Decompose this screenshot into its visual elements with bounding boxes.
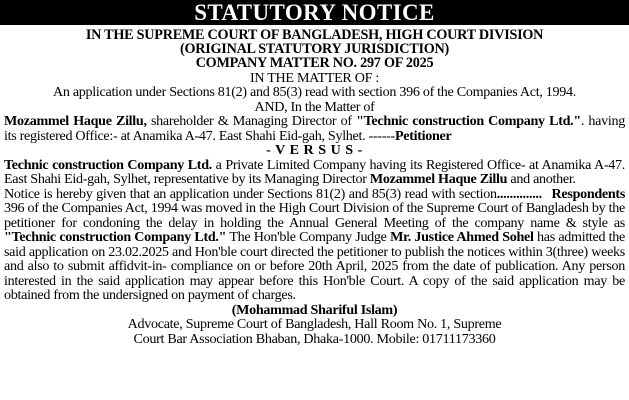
notice-judge: Mr. Justice Ahmed Sohel [390, 229, 534, 246]
notice-text-3: has admitted the said application on 23.02.2025 and Hon'ble court directed the petitioner to publish the notices within 3(three) weeks and also to submit affidvit-in- compliance on or before 20th April, 2025 from the date of publication. Any person interested in the said application may appear before this Hon'ble Court. A copy of the said application may be obtained from the undersigned on payment of charges. [4, 229, 625, 304]
notice-company: "Technic construction Company Ltd." [4, 229, 227, 246]
signature-line-1: Advocate, Supreme Court of Bangladesh, Hall Room No. 1, Supreme [127, 316, 502, 333]
court-name: IN THE SUPREME COURT OF BANGLADESH, HIGH COURT DIVISION [85, 27, 544, 43]
petitioner-company: "Technic construction Company Ltd." [356, 113, 581, 130]
petitioner-role: shareholder & Managing Director of [146, 113, 357, 130]
respondent-rest: and another. [507, 171, 576, 188]
respondent-company: Technic construction Company Ltd. [4, 156, 212, 173]
notice-text-2: The Hon'ble Company Judge [226, 229, 391, 246]
petitioner-paragraph [4, 114, 625, 143]
versus: - V E R S U S - [266, 142, 363, 159]
petitioner-name: Mozammel Haque Zillu, [4, 113, 147, 130]
company-matter-number: COMPANY MATTER NO. 297 OF 2025 [195, 55, 434, 72]
jurisdiction: (ORIGINAL STATUTORY JURISDICTION) [179, 41, 449, 58]
application-description: An application under Sections 81(2) and 85(3) read with section 396 of the Companies Act, 1994. [53, 84, 576, 101]
respondent-md: Mozammel Haque Zillu [369, 171, 508, 188]
respondent-text: a Private Limited Company having its Registered Office- at Anamika A-47. East Shahi Eid-gah, Sylhet, representative by its Managing Director [4, 156, 625, 188]
signature-line-2: Court Bar Association Bhaban, Dhaka-1000. Mobile: 01711173360 [133, 330, 496, 347]
notice-banner: STATUTORY NOTICE [0, 0, 629, 25]
petitioner-label: Petitioner [394, 127, 452, 144]
signature-name: (Mohammad Shariful Islam) [231, 301, 398, 318]
petitioner-address: . having its registered Office:- at Anamika A-47. East Shahi Eid-gah, Sylhet. ------ [4, 113, 625, 144]
respondent-label: Respondents [551, 185, 625, 202]
notice-text-1: Notice is hereby given that an application under Sections 81(2) and 85(3) read with section 396 of the Companies Act, 1994 was moved in the High Court Division of the Supreme Court of Bangladesh by the petitioner for condoning the delay in holding the Annual General Meeting of the company name & style as [4, 185, 625, 231]
and-in-the-matter-of: AND, In the Matter of [254, 98, 375, 115]
respondent-dots: .............. [496, 185, 542, 202]
in-the-matter-of: IN THE MATTER OF : [249, 69, 379, 86]
notice-paragraph [4, 187, 625, 303]
respondent-paragraph [4, 156, 625, 202]
